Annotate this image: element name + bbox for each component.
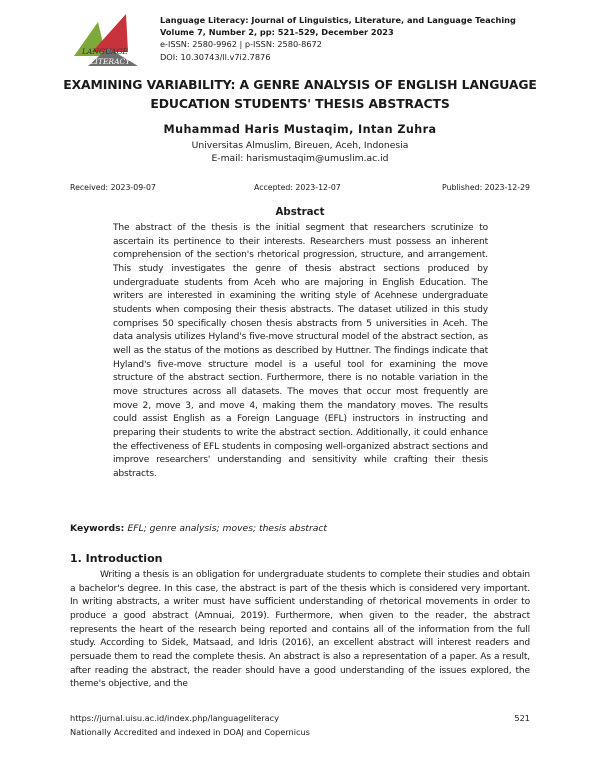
section-heading-introduction: 1. Introduction	[70, 552, 163, 565]
abstract-text: The abstract of the thesis is the initial segment that researchers scrutinize to ascertain its pertinence to their interests. Researchers must possess an inherent comprehension of the section's rhetorical progression, structure, and arrangement. This study investigates the genre of thesis abstract sections produced by undergraduate students from Aceh who are majoring in English Education. The writers are interested in examining the writing style of Acehnese undergraduate students when composing their thesis abstracts. The dataset utilized in this study comprises 50 specifically chosen thesis abstracts from 5 universities in Aceh. The data analysis utilizes Hyland's five-move structural model of the abstract section, as well as the status of the motions as described by Huttner. The findings indicate that Hyland's five-move structure model is a useful tool for examining the move structure of the abstract section. Furthermore, there is no notable variation in the move structures across all datasets. The moves that occur most frequently are move 2, move 3, and move 4, making them the mandatory moves. The results could assist English as a Foreign Language (EFL) instructors in instructing and preparing their students to write the abstract section. Additionally, it could enhance the effectiveness of EFL students in composing well-organized abstract sections and improve researchers' understanding and sensitivity while crafting their thesis abstracts.	[113, 223, 488, 479]
page-number: 521	[514, 713, 530, 723]
keywords-value: EFL; genre analysis; moves; thesis abstract	[127, 523, 328, 534]
svg-text:LITERACY: LITERACY	[90, 57, 131, 66]
logo-text: LANGUAGE	[82, 47, 128, 56]
journal-volume: Volume 7, Number 2, pp: 521-529, December 2023	[160, 27, 394, 38]
author-affiliation-block	[60, 140, 540, 165]
keywords: Keywords: EFL; genre analysis; moves; thesis abstract	[70, 523, 328, 534]
journal-logo	[68, 8, 150, 70]
keywords-label: Keywords	[70, 523, 121, 534]
journal-issn: e-ISSN: 2580-9962 | p-ISSN: 2580-8672	[160, 39, 322, 50]
page-footer	[70, 711, 530, 739]
journal-name: Language Literacy: Journal of Linguistics, Literature, and Language Teaching	[160, 15, 516, 25]
abstract-heading: Abstract	[275, 207, 325, 218]
affiliation: Universitas Almuslim, Bireuen, Aceh, Indonesia	[191, 140, 409, 151]
footer-url[interactable]: https://jurnal.uisu.ac.id/index.php/languageliteracy	[70, 713, 279, 723]
published-date: Published: 2023-12-29	[442, 183, 530, 192]
author-email: E-mail: harismustaqim@umuslim.ac.id	[211, 152, 389, 164]
article-authors: Muhammad Haris Mustaqim, Intan Zuhra	[163, 123, 437, 136]
journal-header	[160, 14, 540, 63]
footer-accreditation: Nationally Accredited and indexed in DOAJ and Copernicus	[70, 727, 310, 737]
introduction-text: Writing a thesis is an obligation for undergraduate students to complete their studies and obtain a bachelor's degree. In this case, the abstract is part of the thesis which is considered very important. In writing abstracts, a writer must have sufficient understanding of rhetorical movements in order to produce a good abstract (Amnuai, 2019). Furthermore, when given to the reader, the abstract represents the heart of the research being reported and contains all of the information from the full study. According to Sidek, Matsaad, and Idris (2016), an excellent abstract will interest readers and persuade them to read the complete thesis. An abstract is also a representation of a paper. As a result, after reading the abstract, the reader should have a good understanding of the issues explored, the theme's objective, and the	[70, 570, 530, 690]
received-date: Received: 2023-09-07	[70, 183, 156, 192]
journal-doi: DOI: 10.30743/ll.v7i2.7876	[160, 51, 271, 62]
accepted-date: Accepted: 2023-12-07	[254, 183, 341, 192]
article-title: EXAMINING VARIABILITY: A GENRE ANALYSIS OF ENGLISH LANGUAGE EDUCATION STUDENTS' THESIS ABSTRACTS	[63, 77, 537, 111]
